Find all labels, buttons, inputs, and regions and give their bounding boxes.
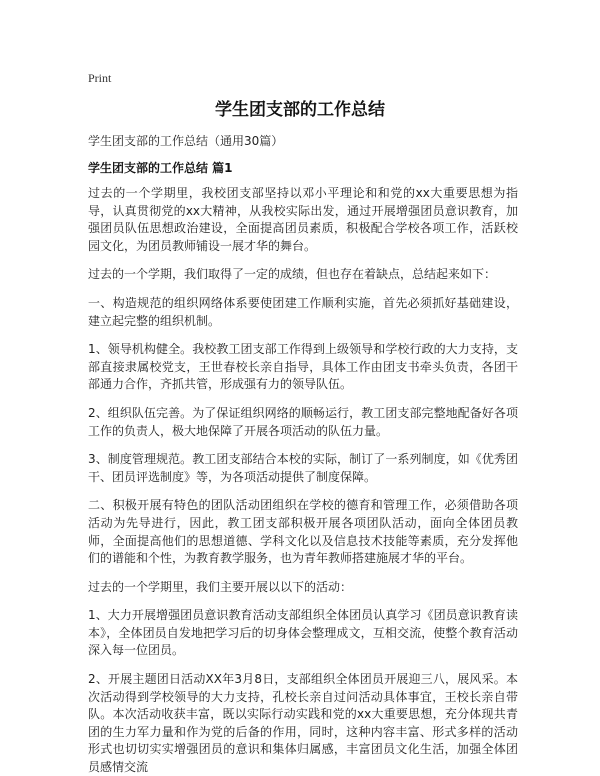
document-body bbox=[88, 185, 518, 776]
paragraph: 3、制度管理规范。教工团支部结合本校的实际，制订了一系列制度，如《优秀团干、团员评选制度》等，为各项活动提供了制度保障。 bbox=[88, 452, 518, 484]
print-label: Print bbox=[88, 71, 112, 85]
section-heading: 学生团支部的工作总结 篇1 bbox=[88, 161, 233, 175]
paragraph: 一、构造规范的组织网络体系要使团建工作顺利实施，首先必须抓好基础建设，建立起完整的组织机制。 bbox=[88, 295, 518, 328]
page-title: 学生团支部的工作总结 bbox=[215, 100, 385, 120]
paragraph: 2、开展主题团日活动XX年3月8日，支部组织全体团员开展迎三八，展风采。本次活动得到学校领导的大力支持，孔校长亲自过问活动具体事宜，王校长亲自带队。本次活动收获丰富，既以实际行动实践和党的xx大重要思想，充分体现共青团的生力军力量和作为党的后备的作用，同时，这种内容丰富、形式多样的活动形式也切切实实增强团员的意识和集体归属感，丰富团员文化生活，加强全体团员感情交流 bbox=[88, 672, 518, 775]
document-subtitle: 学生团支部的工作总结（通用30篇） bbox=[88, 134, 284, 148]
paragraph: 1、领导机构健全。我校教工团支部工作得到上级领导和学校行政的大力支持，支部直接隶属校党支，王世春校长亲自指导，具体工作由团支书牵头负责，各团干部通力合作，齐抓共管，形成强有力的领导队伍。 bbox=[88, 342, 518, 392]
paragraph: 过去的一个学期，我们取得了一定的成绩，但也存在着缺点，总结起来如下： bbox=[88, 267, 497, 282]
paragraph: 过去的一个学期里，我们主要开展以以下的活动： bbox=[88, 579, 353, 594]
paragraph: 过去的一个学期里，我校团支部坚持以邓小平理论和和党的xx大重要思想为指导，认真贯彻党的xx大精神，从我校实际出发，通过开展增强团员意识教育，加强团员队伍思想政治建设，全面提高团员素质，积极配合学校各项工作，活跃校园文化，为团员教师铺设一展才华的舞台。 bbox=[88, 186, 518, 253]
paragraph: 2、组织队伍完善。为了保证组织网络的顺畅运行，教工团支部完整地配备好各项工作的负责人，极大地保障了开展各项活动的队伍力量。 bbox=[88, 405, 518, 438]
paragraph: 二、积极开展有特色的团队活动团组织在学校的德育和管理工作，必须借助各项活动为先导进行，因此，教工团支部积极开展各项团队活动，面向全体团员教师，全面提高他们的思想道德、学科文化以及信息技术技能等素质，充分发挥他们的谱能和个性，为教育教学服务，也为青年教师搭建施展才华的平台。 bbox=[88, 498, 518, 566]
paragraph: 1、大力开展增强团员意识教育活动支部组织全体团员认真学习《团员意识教育读本》，全体团员自发地把学习后的切身体会整理成文，互相交流，使整个教育活动深入每一位团员。 bbox=[88, 608, 518, 658]
